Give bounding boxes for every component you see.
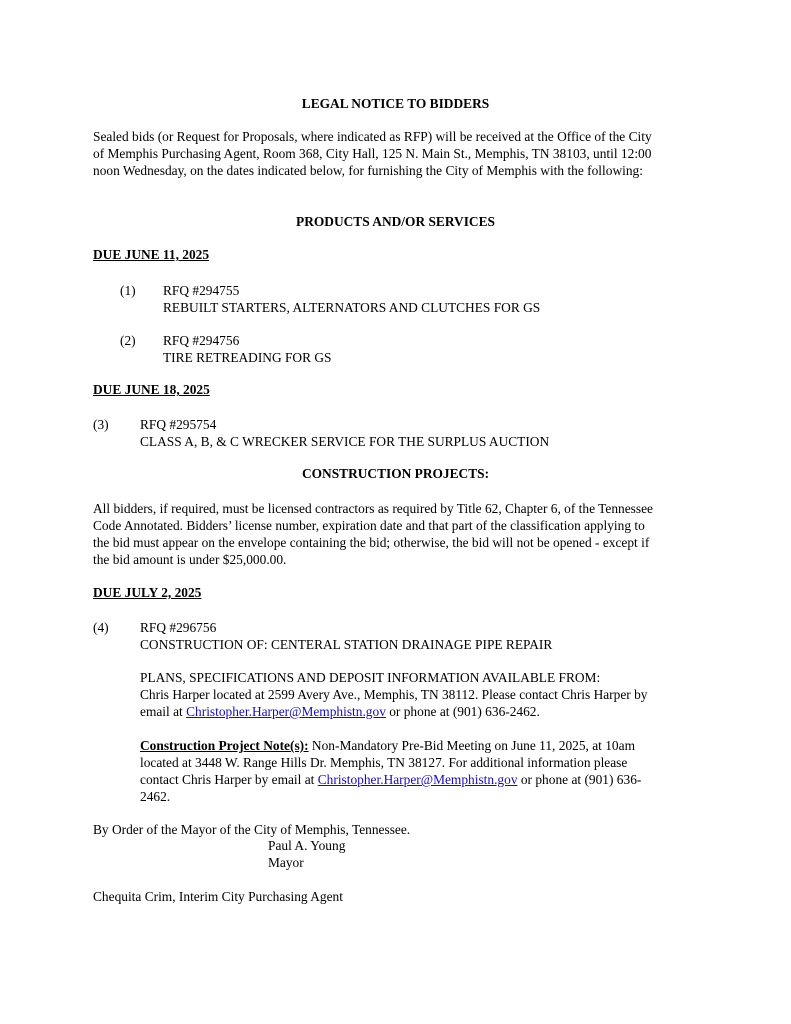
construction-heading: CONSTRUCTION PROJECTS: bbox=[301, 466, 490, 481]
item-number: (1) bbox=[120, 283, 136, 298]
note-text: contact Chris Harper by email at bbox=[140, 772, 318, 787]
plans-line: Chris Harper located at 2599 Avery Ave., Memphis, TN 38112. Please contact Chris Harper by bbox=[140, 687, 648, 702]
rfq-description: TIRE RETREADING FOR GS bbox=[163, 350, 332, 365]
plans-info bbox=[140, 669, 647, 720]
rfq-item bbox=[140, 619, 552, 653]
order-line: By Order of the Mayor of the City of Memphis, Tennessee. bbox=[93, 822, 411, 837]
note-line: located at 3448 W. Range Hills Dr. Memphis, TN 38127. For additional information please bbox=[140, 755, 628, 770]
notice-title: LEGAL NOTICE TO BIDDERS bbox=[301, 96, 490, 111]
rfq-item bbox=[163, 282, 540, 316]
intro-line: of Memphis Purchasing Agent, Room 368, City Hall, 125 N. Main St., Memphis, TN 38103, until 12:00 bbox=[93, 146, 652, 161]
intro-line: Sealed bids (or Request for Proposals, where indicated as RFP) will be received at the Office of the City bbox=[93, 129, 652, 144]
mayor-name: Paul A. Young bbox=[268, 838, 346, 853]
rfq-number: RFQ #294755 bbox=[163, 283, 240, 298]
note-line bbox=[140, 771, 641, 788]
note-text: Non-Mandatory Pre-Bid Meeting on June 11, 2025, at 10am bbox=[308, 738, 635, 753]
plans-line bbox=[140, 703, 647, 720]
rfq-description: CLASS A, B, & C WRECKER SERVICE FOR THE SURPLUS AUCTION bbox=[140, 434, 550, 449]
rfq-number: RFQ #295754 bbox=[140, 417, 217, 432]
rfq-item bbox=[163, 332, 332, 366]
construction-line: Code Annotated. Bidders’ license number, expiration date and that part of the classification applying to bbox=[93, 518, 645, 533]
construction-line: the bid amount is under $25,000.00. bbox=[93, 552, 287, 567]
rfq-item bbox=[140, 416, 549, 450]
purchasing-agent: Chequita Crim, Interim City Purchasing Agent bbox=[93, 889, 343, 904]
construction-line: All bidders, if required, must be licensed contractors as required by Title 62, Chapter 6, of the Tennessee bbox=[93, 501, 653, 516]
email-link[interactable]: Christopher.Harper@Memphistn.gov bbox=[317, 772, 518, 787]
intro-paragraph bbox=[93, 128, 705, 179]
mayor-title: Mayor bbox=[268, 855, 304, 870]
due-date-heading: DUE JUNE 18, 2025 bbox=[93, 382, 210, 397]
due-date-heading: DUE JUNE 11, 2025 bbox=[93, 247, 210, 262]
rfq-description: REBUILT STARTERS, ALTERNATORS AND CLUTCHES FOR GS bbox=[163, 300, 541, 315]
note-line: 2462. bbox=[140, 789, 171, 804]
rfq-description: CONSTRUCTION OF: CENTERAL STATION DRAINAGE PIPE REPAIR bbox=[140, 637, 553, 652]
construction-paragraph bbox=[93, 500, 705, 568]
rfq-number: RFQ #294756 bbox=[163, 333, 240, 348]
item-number: (4) bbox=[93, 620, 109, 635]
email-link[interactable]: Christopher.Harper@Memphistn.gov bbox=[186, 704, 386, 719]
due-date-heading: DUE JULY 2, 2025 bbox=[93, 585, 202, 600]
item-number: (2) bbox=[120, 333, 136, 348]
note-line bbox=[140, 737, 641, 754]
plans-line: PLANS, SPECIFICATIONS AND DEPOSIT INFORMATION AVAILABLE FROM: bbox=[140, 670, 601, 685]
note-label: Construction Project Note(s): bbox=[140, 738, 309, 753]
item-number: (3) bbox=[93, 417, 109, 432]
intro-line: noon Wednesday, on the dates indicated below, for furnishing the City of Memphis with the following: bbox=[93, 163, 643, 178]
plans-text: email at bbox=[140, 704, 187, 719]
rfq-number: RFQ #296756 bbox=[140, 620, 217, 635]
construction-line: the bid must appear on the envelope containing the bid; otherwise, the bid will not be opened - except if bbox=[93, 535, 650, 550]
products-heading: PRODUCTS AND/OR SERVICES bbox=[296, 214, 495, 229]
construction-note bbox=[140, 737, 641, 805]
note-text: or phone at (901) 636- bbox=[517, 772, 642, 787]
plans-text: or phone at (901) 636-2462. bbox=[385, 704, 540, 719]
